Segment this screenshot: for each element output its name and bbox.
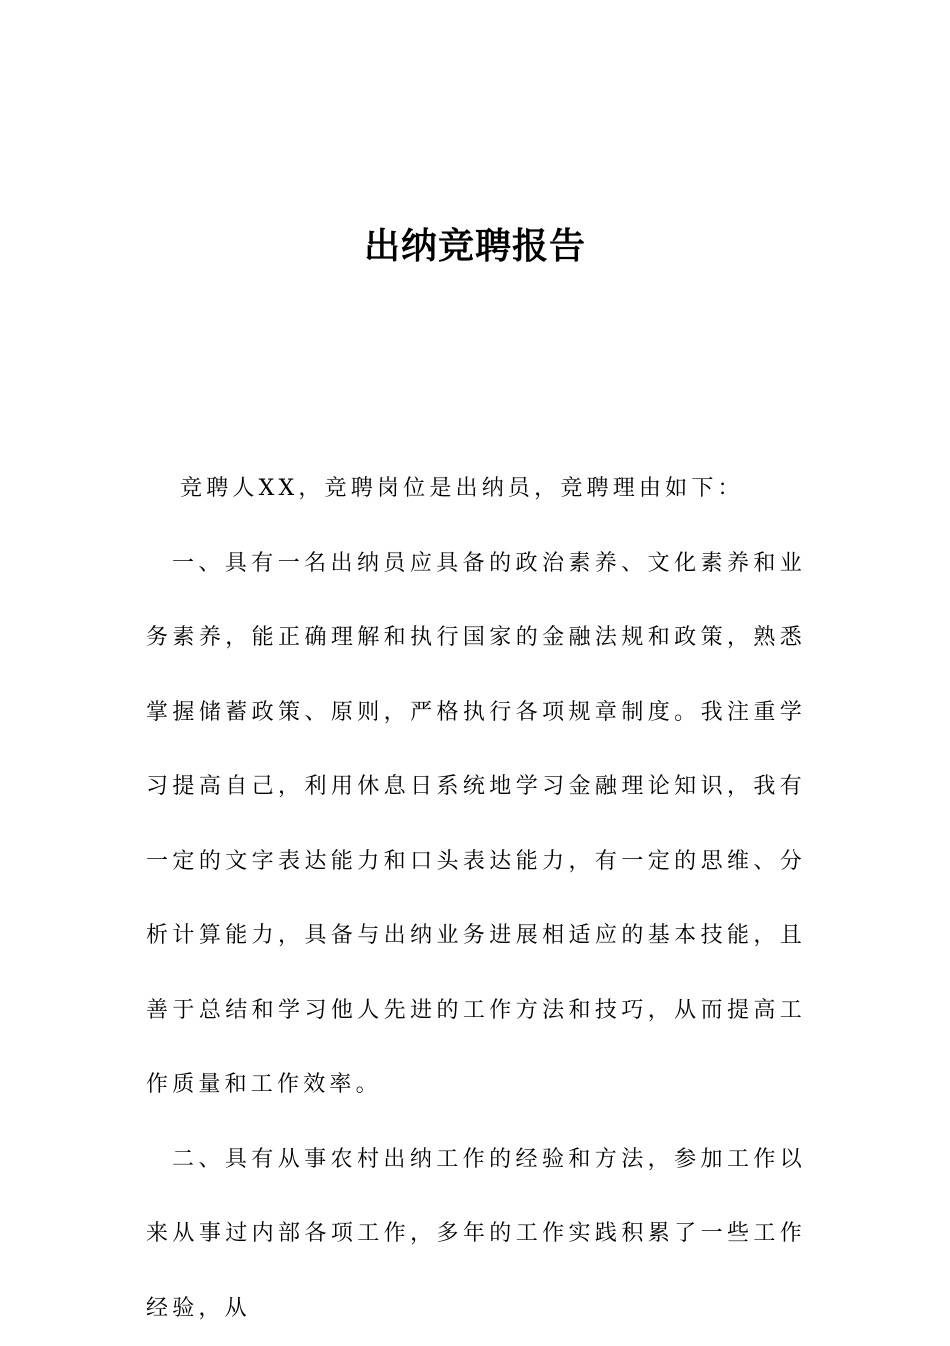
document-title: 出纳竞聘报告 [0,222,950,272]
paragraph-intro: 竞聘人XX，竞聘岗位是出纳员，竞聘理由如下： [146,452,806,527]
document-body [146,452,806,1346]
paragraph-point-two: 二、具有从事农村出纳工作的经验和方法，参加工作以来从事过内部各项工作，多年的工作实践积累了一些工作经验，从 [146,1123,806,1346]
paragraph-point-one: 一、具有一名出纳员应具备的政治素养、文化素养和业务素养，能正确理解和执行国家的金融法规和政策，熟悉掌握储蓄政策、原则，严格执行各项规章制度。我注重学习提高自己，利用休息日系统地学习金融理论知识，我有一定的文字表达能力和口头表达能力，有一定的思维、分析计算能力，具备与出纳业务进展相适应的基本技能，且善于总结和学习他人先进的工作方法和技巧，从而提高工作质量和工作效率。 [146,527,806,1123]
